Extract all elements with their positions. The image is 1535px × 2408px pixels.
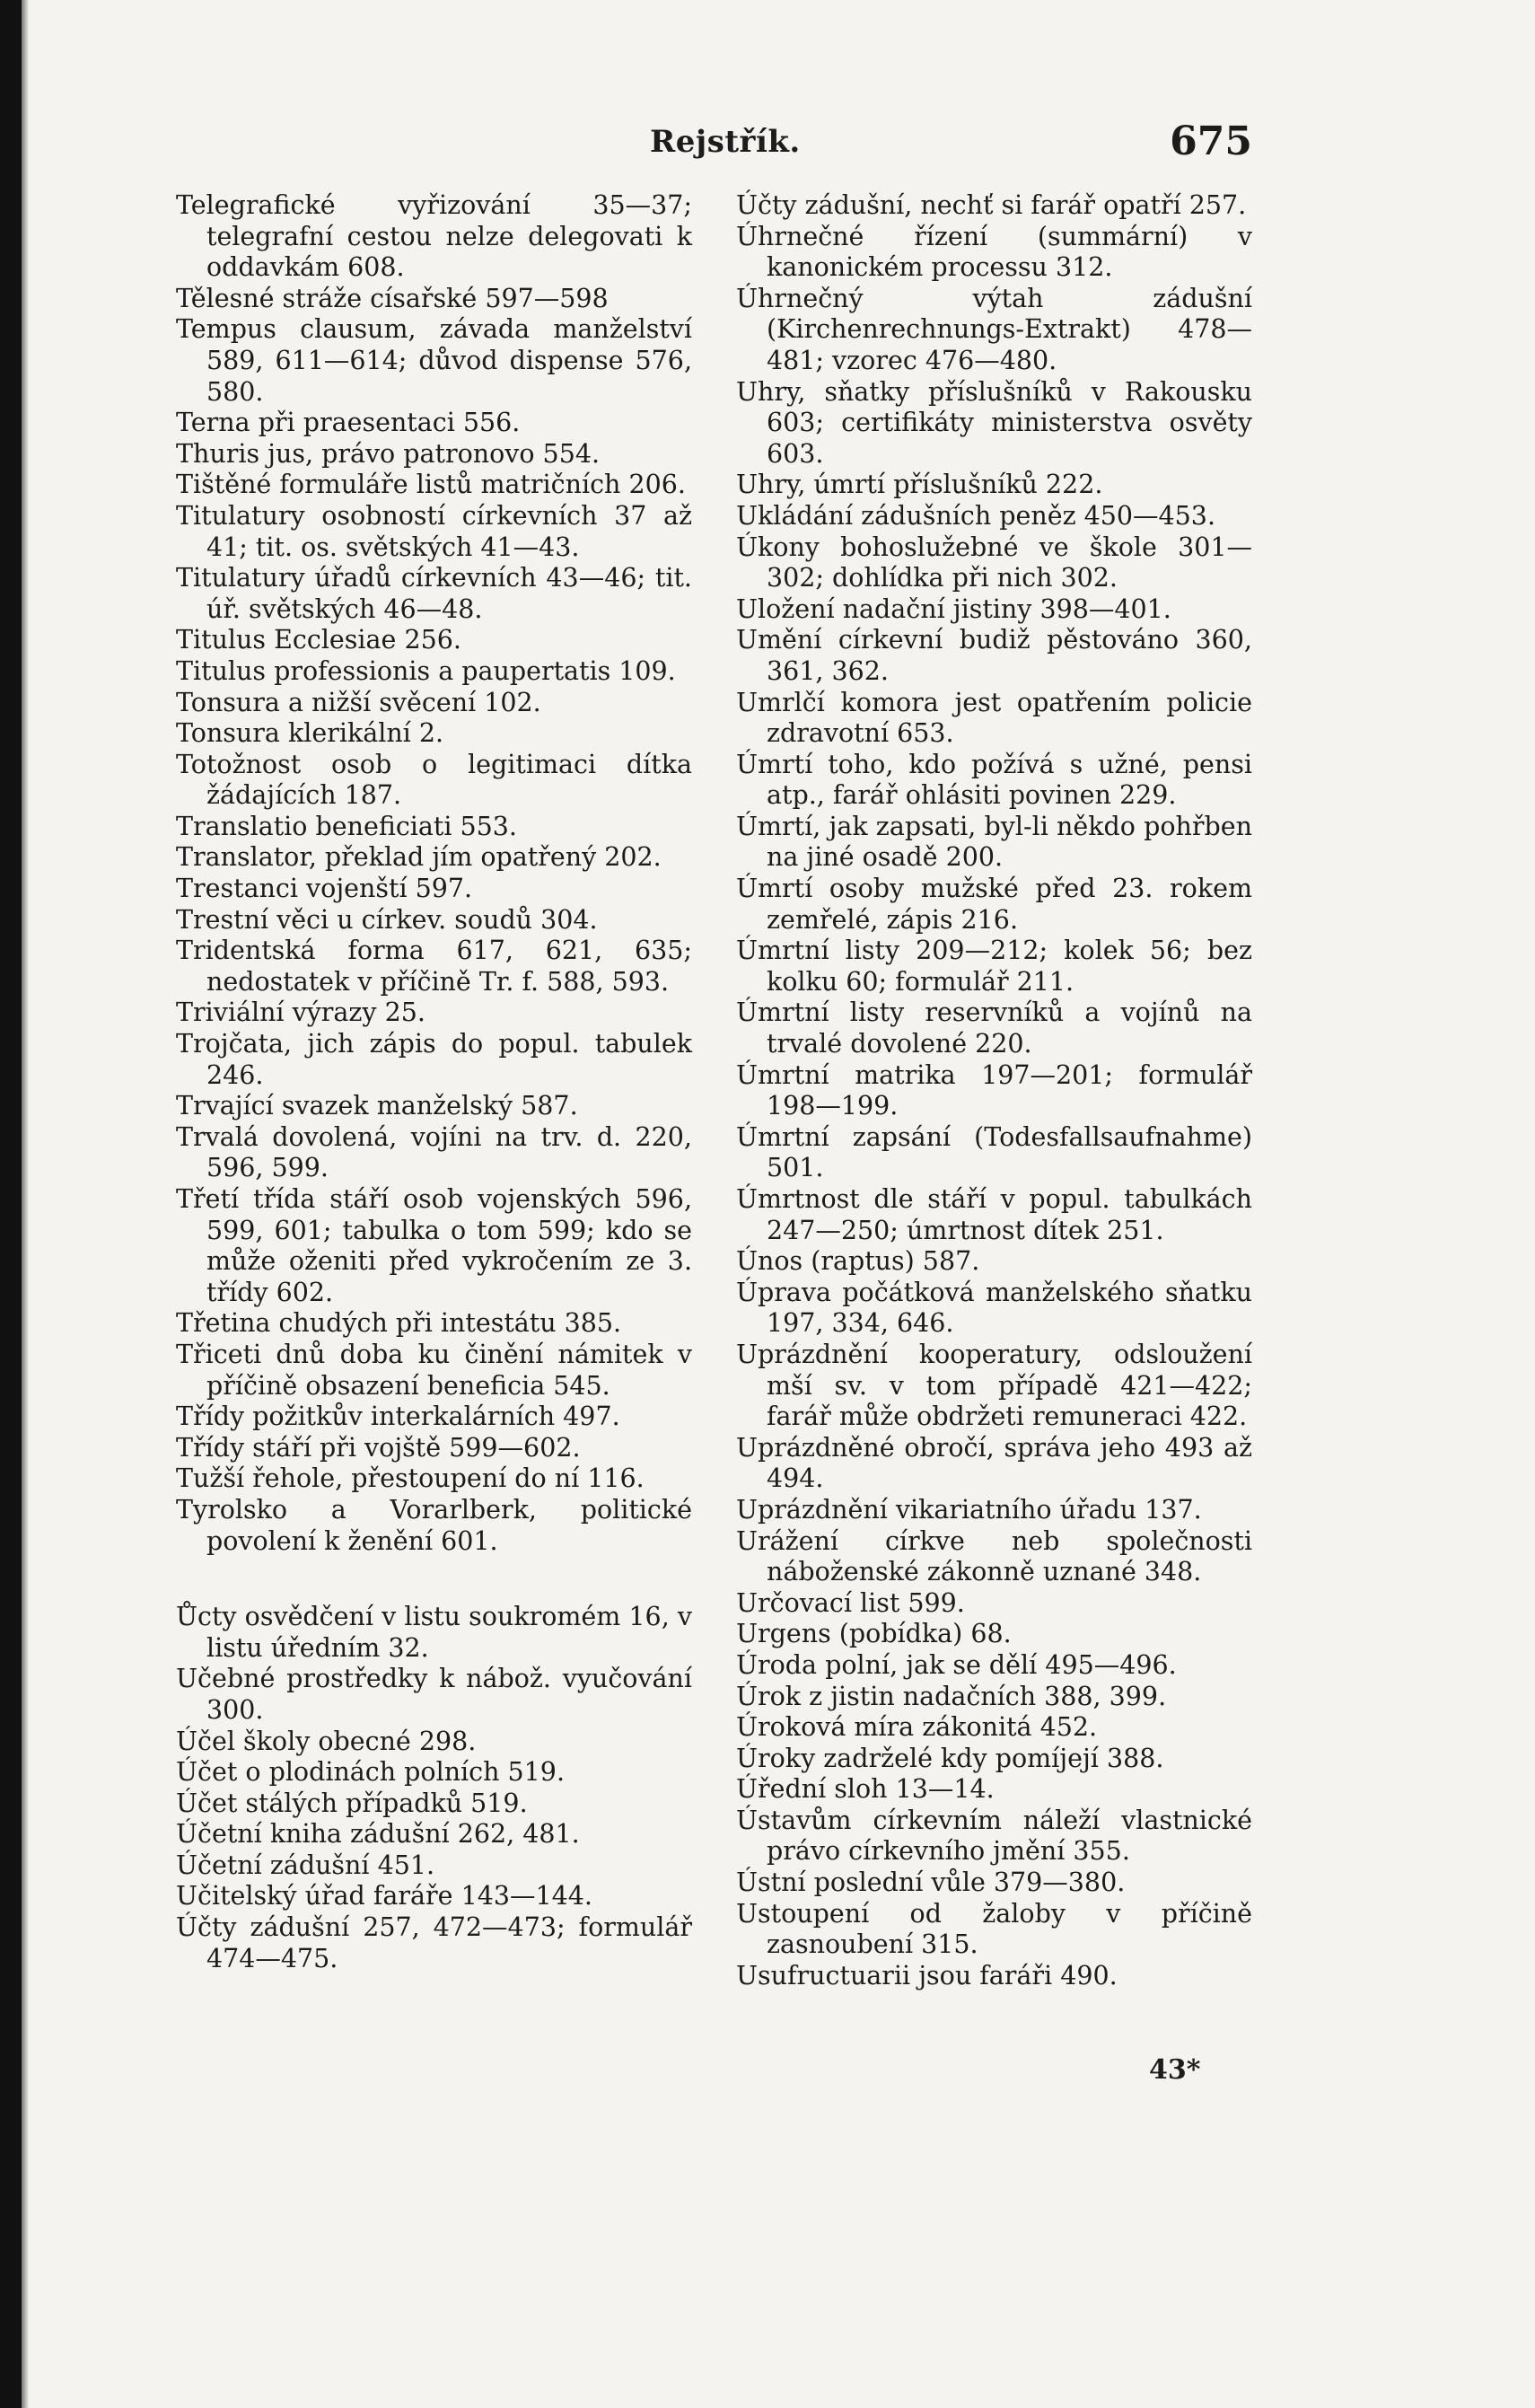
index-entry: Ústní poslední vůle 379—380.: [736, 1868, 1126, 1898]
right-column: [736, 190, 1252, 1991]
index-entry: Úmrtní matrika 197—201; formulář 198—199.: [736, 1059, 1252, 1121]
index-entry: Účel školy obecné 298.: [176, 1726, 477, 1756]
index-entry: Určovací list 599.: [736, 1587, 965, 1618]
index-entry: Trestní věci u církev. soudů 304.: [176, 904, 598, 935]
index-entry: Učitelský úřad faráře 143—144.: [176, 1881, 592, 1911]
index-entry: Účetní kniha zádušní 262, 481.: [176, 1819, 580, 1850]
index-entry: Ústavům církevním náleží vlastnické právo církevního jmění 355.: [736, 1805, 1252, 1867]
index-entry: Účty zádušní 257, 472—473; formulář 474—475.: [176, 1912, 692, 1973]
index-entry: Urgens (pobídka) 68.: [736, 1619, 1012, 1649]
index-entry: Úroková míra zákonitá 452.: [736, 1712, 1098, 1743]
index-entry: Úhrnečné řízení (summární) v kanonickém processu 312.: [736, 221, 1252, 283]
index-entry: Úmrtní zapsání (Todesfallsaufnahme) 501.: [736, 1121, 1252, 1183]
header-title: Rejstřík.: [650, 124, 801, 160]
index-entry: Úmrtní listy reservníků a vojínů na trvalé dovolené 220.: [736, 997, 1252, 1059]
section-gap: [176, 1557, 692, 1602]
index-entry: Účet stálých případků 519.: [176, 1788, 528, 1818]
index-entry: Translatio beneficiati 553.: [176, 811, 517, 841]
index-entry: Thuris jus, právo patronovo 554.: [176, 438, 601, 469]
index-entry: Tonsura a nižší svěcení 102.: [176, 687, 541, 717]
index-entry: Úmrtnost dle stáří v popul. tabulkách 247—250; úmrtnost dítek 251.: [736, 1184, 1252, 1245]
index-entry: Tonsura klerikální 2.: [176, 718, 444, 749]
index-entry: Úroda polní, jak se dělí 495—496.: [736, 1649, 1177, 1680]
index-entry: Úmrtí, jak zapsati, byl-li někdo pohřben na jiné osadě 200.: [736, 811, 1252, 873]
index-entry: Úmrtní listy 209—212; kolek 56; bez kolku 60; formulář 211.: [736, 936, 1252, 997]
signature-mark: 43*: [1149, 2054, 1201, 2086]
index-entry: Úrok z jistin nadačních 388, 399.: [736, 1681, 1167, 1711]
index-entry: Trvalá dovolená, vojíni na trv. d. 220, 596, 599.: [176, 1121, 692, 1183]
index-entry: Totožnost osob o legitimaci dítka žádajících 187.: [176, 749, 692, 811]
index-entry: Titulus professionis a paupertatis 109.: [176, 655, 676, 686]
index-entry: Úkony bohoslužebné ve škole 301—302; dohlídka při nich 302.: [736, 532, 1252, 593]
index-entry: Uprázdněné obročí, správa jeho 493 až 494.: [736, 1432, 1252, 1494]
index-entry: Třiceti dnů doba ku činění námitek v příčině obsazení beneficia 545.: [176, 1339, 692, 1401]
index-entry: Uprázdnění kooperatury, odsloužení mší sv. v tom případě 421—422; farář může obdržeti remuneraci 422.: [736, 1339, 1252, 1432]
index-entry: Účet o plodinách polních 519.: [176, 1757, 565, 1788]
running-header: [171, 119, 1252, 169]
index-entry: Učebné prostředky k nábož. vyučování 300.: [176, 1664, 692, 1725]
index-entry: Úroky zadrželé kdy pomíjejí 388.: [736, 1743, 1164, 1773]
index-entry: Terna při praesentaci 556.: [176, 408, 521, 438]
index-entry: Uložení nadační jistiny 398—401.: [736, 593, 1171, 624]
index-entry: Ukládání zádušních peněz 450—453.: [736, 500, 1215, 531]
index-entry: Uprázdnění vikariatního úřadu 137.: [736, 1494, 1202, 1525]
index-entry: Uhry, sňatky příslušníků v Rakousku 603; certifikáty ministerstva osvěty 603.: [736, 376, 1252, 469]
index-entry: Usufructuarii jsou faráři 490.: [736, 1960, 1118, 1991]
index-entry: Uhry, úmrtí příslušníků 222.: [736, 470, 1103, 500]
index-entry: Titulatury úřadů církevních 43—46; tit. úř. světských 46—48.: [176, 563, 692, 624]
page-number: 675: [1170, 119, 1252, 164]
index-entry: Titulus Ecclesiae 256.: [176, 625, 461, 655]
index-entry: Třetí třída stáří osob vojenských 596, 599, 601; tabulka o tom 599; kdo se může oženiti před vykročením ze 3. třídy 602.: [176, 1184, 692, 1307]
index-entry: Umrlčí komora jest opatřením policie zdravotní 653.: [736, 687, 1252, 749]
index-entry: Titulatury osobností církevních 37 až 41; tit. os. světských 41—43.: [176, 500, 692, 562]
binding-gutter-edge: [22, 0, 29, 2408]
index-entry: Trestanci vojenští 597.: [176, 874, 473, 904]
index-entry: Tištěné formuláře listů matričních 206.: [176, 470, 686, 500]
index-entry: Trvající svazek manželský 587.: [176, 1091, 578, 1121]
index-entry: Tělesné stráže císařské 597—598: [176, 283, 609, 313]
index-entry: Účty zádušní, nechť si farář opatří 257.: [736, 190, 1247, 220]
index-entry: Urážení církve neb společnosti náboženské zákonně uznané 348.: [736, 1525, 1252, 1587]
index-entry: Účetní zádušní 451.: [176, 1850, 435, 1880]
index-entry: Telegrafické vyřizování 35—37; telegrafní cestou nelze delegovati k oddavkám 608.: [176, 190, 692, 283]
index-entry: Třídy stáří při vojště 599—602.: [176, 1432, 581, 1463]
index-entry: Úprava počátková manželského sňatku 197, 334, 646.: [736, 1277, 1252, 1339]
index-entry: Tridentská forma 617, 621, 635; nedostatek v příčině Tr. f. 588, 593.: [176, 936, 692, 997]
index-entry: Úmrtí osoby mužské před 23. rokem zemřelé, zápis 216.: [736, 874, 1252, 935]
index-entry: Úhrnečný výtah zádušní (Kirchenrechnungs-Extrakt) 478—481; vzorec 476—480.: [736, 283, 1252, 375]
index-entry: Umění církevní budiž pěstováno 360, 361, 362.: [736, 625, 1252, 686]
index-entry: Triviální výrazy 25.: [176, 997, 425, 1028]
index-entry: Ůcty osvědčení v listu soukromém 16, v listu úředním 32.: [176, 1602, 692, 1663]
index-entry: Tempus clausum, závada manželství 589, 611—614; důvod dispense 576, 580.: [176, 314, 692, 407]
index-entry: Únos (raptus) 587.: [736, 1246, 980, 1277]
index-entry: Třídy požitkův interkalárních 497.: [176, 1402, 620, 1432]
index-entry: Třetina chudých při intestátu 385.: [176, 1308, 622, 1339]
index-entry: Translator, překlad jím opatřený 202.: [176, 842, 662, 873]
index-entry: Tyrolsko a Vorarlberk, politické povolení k ženění 601.: [176, 1494, 692, 1556]
index-entry: Úmrtí toho, kdo požívá s užné, pensi atp., farář ohlásiti povinen 229.: [736, 749, 1252, 811]
index-entry: Ustoupení od žaloby v příčině zasnoubení 315.: [736, 1898, 1252, 1960]
left-column: [176, 190, 692, 1974]
index-entry: Tužší řehole, přestoupení do ní 116.: [176, 1463, 645, 1494]
index-entry: Úřední sloh 13—14.: [736, 1774, 995, 1805]
binding-gutter: [0, 0, 22, 2408]
index-entry: Trojčata, jich zápis do popul. tabulek 246.: [176, 1029, 692, 1090]
